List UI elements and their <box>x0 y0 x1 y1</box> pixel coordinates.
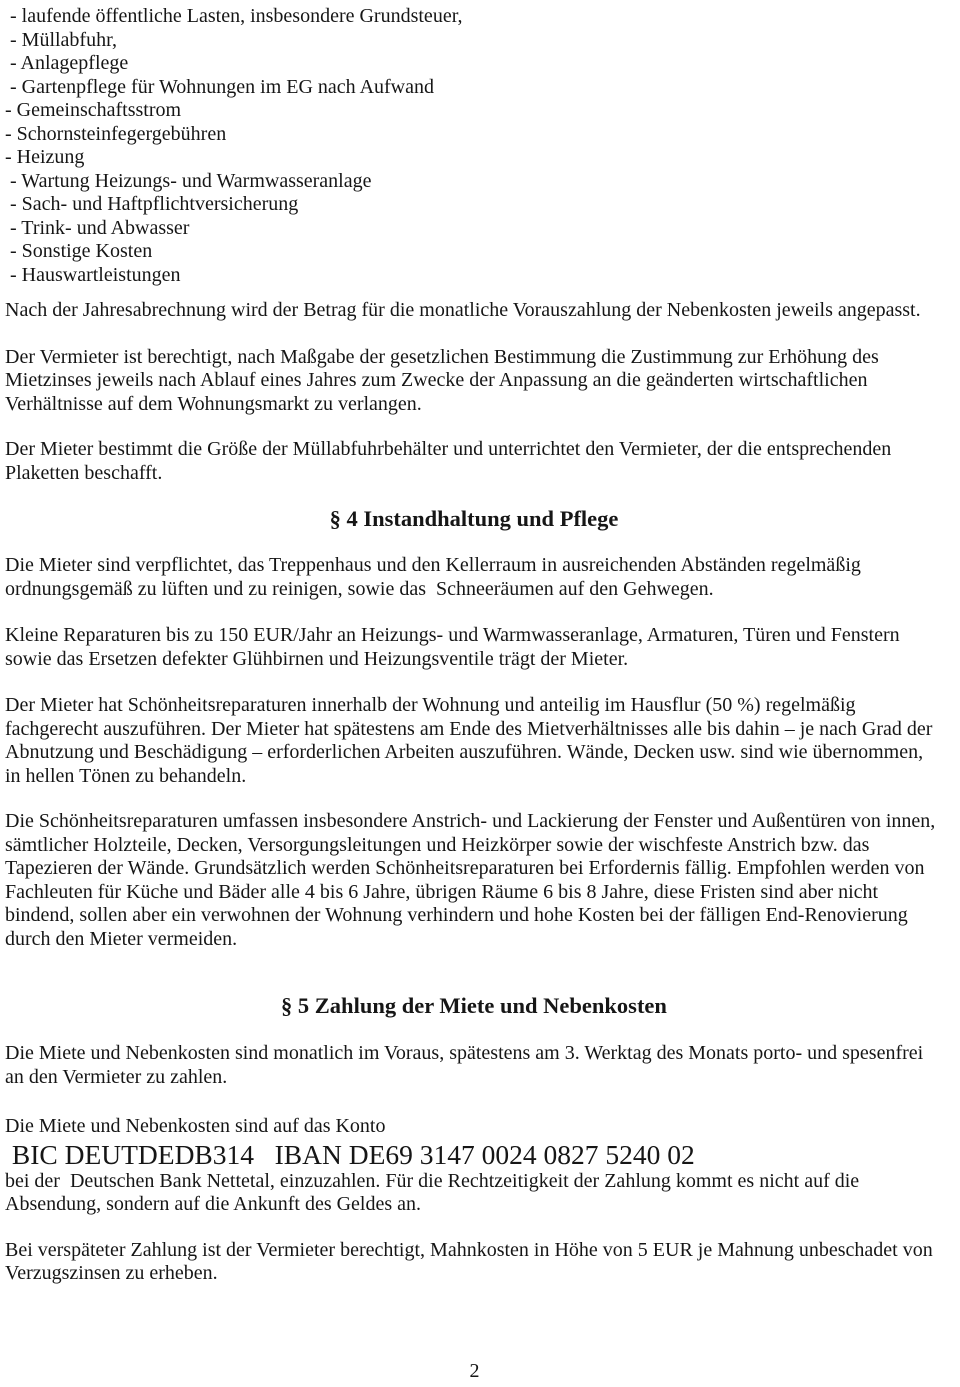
paragraph-rent-increase: Der Vermieter ist berechtigt, nach Maßgabe der gesetzlichen Bestimmung die Zustimmung zur Erhöhung des Mietzinses jeweils nach Ablauf eines Jahres zum Zwecke der Anpassung an die geänderten wirtschaftlichen Verhältnisse auf dem Wohnungsmarkt zu verlangen. <box>5 345 884 415</box>
paragraph-waste-bins: Der Mieter bestimmt die Größe der Müllabfuhrbehälter und unterrichtet den Vermieter, der die entsprechenden Plaketten beschafft. <box>5 438 897 484</box>
list-item-waste-collection: - Müllabfuhr, <box>5 28 117 51</box>
page-number: 2 <box>469 1359 480 1382</box>
paragraph-cosmetic-repairs-scope: Die Schönheitsreparaturen umfassen insbesondere Anstrich- und Lackierung der Fenster und Außentüren von innen, sämtlicher Holzteile, Decken, Versorgungsleitungen und Heizkörper sowie der wischfeste Anstrich bzw. das Tapezieren der Wände. Grundsätzlich werden Schönheitsreparaturen bei Erfordernis fällig. Empfohlen werden von Fachleuten für Küche und Bäder alle 4 bis 6 Jahre, übrigen Räume 6 bis 8 Jahre, diese Fristen sind aber nicht bindend, sollen aber ein verwohnen der Wohnung verhindern und hohe Kosten bei der fälligen End-Renovierung durch den Mieter vermeiden. <box>5 810 941 950</box>
paragraph-late-payment-fees: Bei verspäteter Zahlung ist der Vermieter berechtigt, Mahnkosten in Höhe von 5 EUR je Mahnung unbeschadet von Verzugszinsen zu erheben. <box>5 1238 938 1284</box>
paragraph-cosmetic-repairs: Der Mieter hat Schönheitsreparaturen innerhalb der Wohnung und anteilig im Hausflur (50 %) regelmäßig fachgerecht auszuführen. Der Mieter hat spätestens am Ende des Mietverhältnisses alle bis dahin – je nach Grad der Abnutzung und Beschädigung – erforderlichen Arbeiten auszuführen. Wände, Decken usw. sind wie übernommen, in hellen Tönen zu behandeln. <box>5 694 937 787</box>
list-item-other-costs: - Sonstige Kosten <box>5 240 153 262</box>
list-item-insurance: - Sach- und Haftpflichtversicherung <box>5 193 299 215</box>
list-item-caretaker-services: - Hauswartleistungen <box>5 263 181 286</box>
list-item-communal-electricity: - Gemeinschaftsstrom <box>5 99 182 121</box>
paragraph-small-repairs: Kleine Reparaturen bis zu 150 EUR/Jahr an Heizungs- und Warmwasseranlage, Armaturen, Türen und Fenstern sowie das Ersetzen defekter Glühbirnen und Heizungsventile trägt der Mieter. <box>5 624 905 670</box>
list-item-garden-care: - Gartenpflege für Wohnungen im EG nach Aufwand <box>5 75 435 98</box>
paragraph-bank-details: bei der Deutschen Bank Nettetal, einzuzahlen. Für die Rechtzeitigkeit der Zahlung kommt es nicht auf die Absendung, sondern auf die Ankunft des Geldes an. <box>5 1169 864 1215</box>
list-item-grounds-care: - Anlagepflege <box>5 52 129 74</box>
bank-account-bic-iban: BIC DEUTDEDB314 IBAN DE69 3147 0024 0827 5240 02 <box>5 1138 695 1170</box>
paragraph-bank-account-intro: Die Miete und Nebenkosten sind auf das Konto <box>5 1115 386 1137</box>
nebenkosten-list <box>5 5 943 287</box>
section-5-heading: § 5 Zahlung der Miete und Nebenkosten <box>281 993 667 1018</box>
list-item-chimney-sweep-fees: - Schornsteinfegergebühren <box>5 122 227 145</box>
list-item-water-sewage: - Trink- und Abwasser <box>5 216 190 239</box>
list-item-public-charges: - laufende öffentliche Lasten, insbesondere Grundsteuer, <box>5 5 463 27</box>
paragraph-payment-due-date: Die Miete und Nebenkosten sind monatlich im Voraus, spätestens am 3. Werktag des Monats porto- und spesenfrei an den Vermieter zu zahlen. <box>5 1042 929 1088</box>
paragraph-annual-adjustment: Nach der Jahresabrechnung wird der Betrag für die monatliche Vorauszahlung der Nebenkosten jeweils angepasst. <box>5 299 921 321</box>
list-item-heating: - Heizung <box>5 146 85 168</box>
list-item-heating-maintenance: - Wartung Heizungs- und Warmwasseranlage <box>5 169 372 192</box>
section-4-heading: § 4 Instandhaltung und Pflege <box>329 506 619 531</box>
paragraph-cleaning-duty: Die Mieter sind verpflichtet, das Treppenhaus und den Kellerraum in ausreichenden Abständen regelmäßig ordnungsgemäß zu lüften und zu reinigen, sowie das Schneeräumen auf den Gehwegen. <box>5 554 866 600</box>
